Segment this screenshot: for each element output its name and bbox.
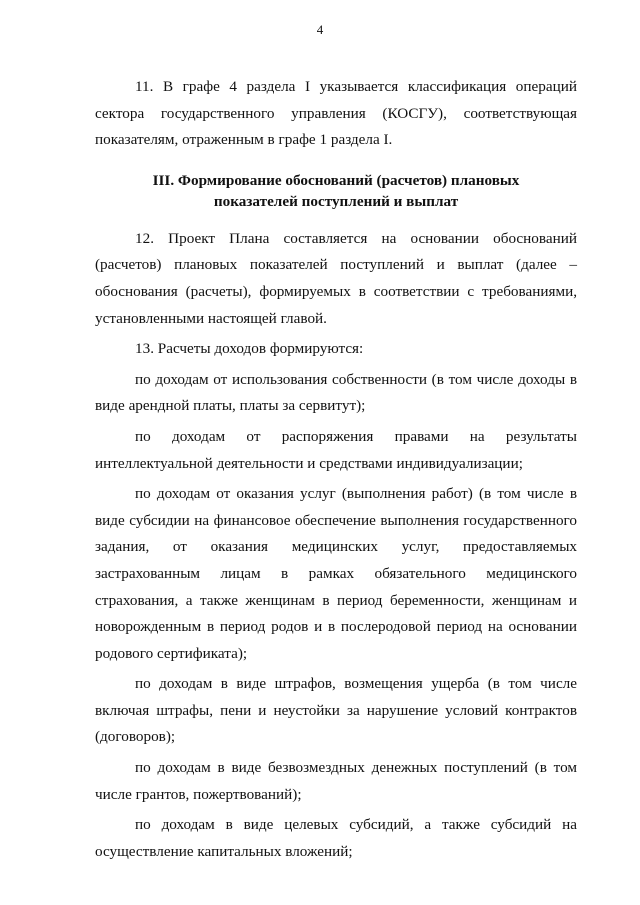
list-item-target-subsidies: по доходам в виде целевых субсидий, а также субсидий на осуществление капитальных вложений; (95, 816, 577, 860)
section-heading-line-1: III. Формирование обоснований (расчетов) плановых (152, 171, 520, 189)
list-item-intellectual-property: по доходам от распоряжения правами на результаты интеллектуальной деятельности и средствами индивидуализации; (95, 427, 577, 472)
page-number: 4 (316, 22, 324, 37)
list-item-property-income: по доходам от использования собственности (в том числе доходы в виде арендной платы, платы за сервитут); (95, 370, 577, 415)
list-item-gratuitous-income: по доходам в виде безвозмездных денежных поступлений (в том числе грантов, пожертвований); (95, 759, 577, 803)
paragraph-12: 12. Проект Плана составляется на основании обоснований (расчетов) плановых показателей поступлений и выплат (далее – обоснования (расчеты), формируемых в соответствии с требованиями, установленными настоящей главой. (95, 229, 577, 327)
section-heading (95, 170, 577, 212)
paragraph-13: 13. Расчеты доходов формируются: (135, 340, 364, 358)
document-body (95, 74, 577, 865)
list-item-fines-income: по доходам в виде штрафов, возмещения ущерба (в том числе включая штрафы, пени и неустойки за нарушение условий контрактов (договоров); (95, 675, 577, 746)
paragraph-11: 11. В графе 4 раздела I указывается классификация операций сектора государственного управления (КОСГУ), соответствующая показателям, отраженным в графе 1 раздела I. (95, 78, 577, 149)
section-heading-line-2: показателей поступлений и выплат (213, 192, 459, 210)
list-item-services-income: по доходам от оказания услуг (выполнения работ) (в том числе в виде субсидии на финансовое обеспечение выполнения государственного задания, от оказания медицинских услуг, предоставляемых застрахованным лицам в рамках обязательного медицинского страхования, а также женщинам в период беременности, женщинам и новорожденным в период родов и в послеродовой период на основании родового сертификата); (95, 485, 577, 662)
